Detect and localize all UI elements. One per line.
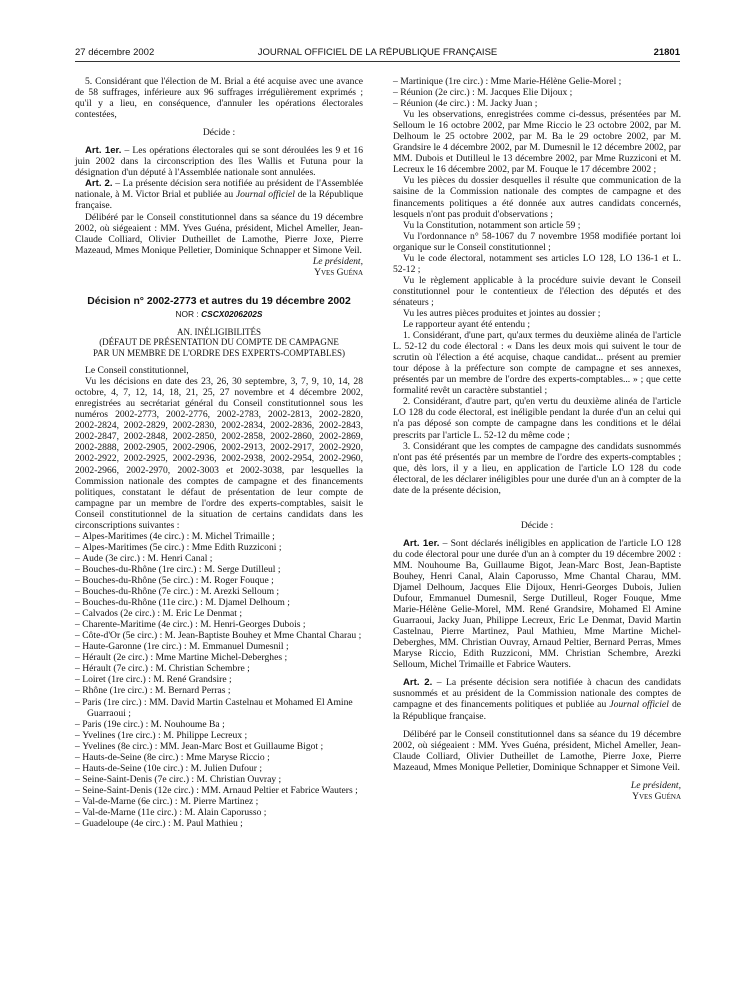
signature-role-text-2: Le président,	[630, 779, 681, 791]
list-item: – Bouches-du-Rhône (7e circ.) : M. Arezki Selloum ;	[75, 586, 363, 597]
list-item: – Alpes-Maritimes (4e circ.) : M. Michel Trimaille ;	[75, 531, 363, 542]
heading-line-1: AN. INÉLIGIBILITÉS	[177, 326, 261, 337]
article-2-notification	[393, 677, 681, 721]
vu-reglement: Vu le règlement applicable à la procédure suivie devant le Conseil constitutionnel pour le contentieux de l'élection des députés et des sénateurs ;	[393, 274, 681, 308]
article-2-text-end-2: de la République française.	[393, 699, 681, 722]
article-2-text-2: – La présente décision sera notifiée à chacun des candidats susnommés et au président de la Commission nationale des comptes de campagne et des financements politiques et publiée au	[393, 677, 681, 711]
signature-name-2: Yves Guéna	[632, 790, 681, 802]
considerant-5: 5. Considérant que l'élection de M. Brial a été acquise avec une avance de 58 suffrages, inférieure aux 96 suffrages irrégulièrement exprimés ; qu'il y a lieu, en conséquence, d'annuler les opérations électorales contestées,	[75, 76, 363, 121]
article-2-label: Art. 2.	[85, 178, 113, 190]
vu-code-electoral: Vu le code électoral, notamment ses articles LO 128, LO 136-1 et L. 52-12 ;	[393, 252, 681, 275]
header-date: 27 décembre 2002	[75, 47, 155, 58]
list-item: – Guadeloupe (4e circ.) : M. Paul Mathieu ;	[75, 818, 363, 829]
list-item: – Bouches-du-Rhône (5e circ.) : M. Roger Fouque ;	[75, 575, 363, 586]
article-1-ineligibilites	[393, 538, 681, 671]
list-item: – Paris (1re circ.) : MM. David Martin Castelnau et Mohamed El Amine Guarraoui ;	[75, 697, 363, 719]
circonscriptions-list	[75, 531, 363, 829]
vu-constitution: Vu la Constitution, notamment son article 59 ;	[403, 219, 581, 231]
list-item: – Paris (19e circ.) : M. Nouhoume Ba ;	[75, 719, 363, 730]
list-item: – Réunion (2e circ.) : M. Jacques Elie Dijoux ;	[393, 87, 681, 98]
conseil-intro: Le Conseil constitutionnel,	[85, 365, 189, 377]
considerant-2: 2. Considérant, d'autre part, qu'en vertu du deuxième alinéa de l'article LO 128 du code électoral, est inéligible pendant la durée d'un an celui qui n'a pas déposé son compte de campagne dans les conditions et le délai prescrits par l'article L. 52-12 du même code ;	[393, 396, 681, 441]
list-item: – Hérault (7e circ.) : M. Christian Schembre ;	[75, 663, 363, 674]
list-item: – Seine-Saint-Denis (7e circ.) : M. Christian Ouvray ;	[75, 774, 363, 785]
list-item: – Bouches-du-Rhône (11e circ.) : M. Djamel Delhoum ;	[75, 597, 363, 608]
signature-role	[75, 256, 363, 267]
list-item: – Val-de-Marne (11e circ.) : M. Alain Caporusso ;	[75, 807, 363, 818]
signature-name: Yves Guéna	[314, 266, 363, 278]
list-item: – Yvelines (1re circ.) : M. Philippe Lecreux ;	[75, 730, 363, 741]
nor-reference	[75, 309, 363, 320]
list-item: – Hauts-de-Seine (8e circ.) : Mme Maryse Riccio ;	[75, 752, 363, 763]
article-2-text-end: de la République française.	[75, 189, 364, 212]
article-1-label-2: Art. 1er.	[403, 537, 440, 549]
article-1-label: Art. 1er.	[85, 145, 122, 157]
list-item: – Côte-d'Or (5e circ.) : M. Jean-Baptiste Bouhey et Mme Chantal Charau ;	[75, 630, 363, 641]
considerant-1: 1. Considérant, d'une part, qu'aux termes du deuxième alinéa de l'article L. 52-12 du code électoral : « Dans les deux mois qui suivent le tour de scrutin où l'élection a été acquise, chaque candidat... présent au premier tour dépose à la préfecture son compte de campagne et ses annexes, présentés par un membre de l'ordre des experts-comptables... » ; que cette formalité revêt un caractère substantiel ;	[393, 330, 681, 397]
list-item: – Rhône (1re circ.) : M. Bernard Perras ;	[75, 685, 363, 696]
list-item: – Yvelines (8e circ.) : MM. Jean-Marc Bost et Guillaume Bigot ;	[75, 741, 363, 752]
list-item: – Loiret (1re circ.) : M. René Grandsire ;	[75, 674, 363, 685]
article-2	[75, 178, 363, 211]
running-header	[75, 47, 680, 62]
heading-line-2: (DÉFAUT DE PRÉSENTATION DU COMPTE DE CAMPAGNE	[99, 337, 339, 348]
decide-label-2: Décide :	[520, 519, 554, 531]
journal-officiel-ref-2: Journal officiel	[609, 699, 669, 711]
list-item: – Martinique (1re circ.) : Mme Marie-Hélène Gelie-Morel ;	[393, 76, 681, 87]
list-item: – Hauts-de-Seine (10e circ.) : M. Julien Dufour ;	[75, 763, 363, 774]
journal-officiel-ref: Journal officiel	[235, 189, 295, 201]
considerant-3: 3. Considérant que les comptes de campagne des candidats susnommés n'ont pas été présentés par un membre de l'ordre des experts-comptables ; que, dès lors, il y a lieu, en application de l'article LO 128 du code électoral, de les déclarer inéligibles pour une durée d'un an à compter de la date de la présente décision,	[393, 440, 681, 496]
list-item: – Calvados (2e circ.) : M. Eric Le Denmat ;	[75, 608, 363, 619]
decide-label: Décide :	[202, 127, 236, 139]
decision-title: Décision n° 2002-2773 et autres du 19 décembre 2002	[87, 295, 351, 307]
article-1	[75, 145, 363, 178]
right-column	[393, 76, 681, 802]
circonscriptions-list-continued	[393, 76, 681, 109]
nor-value: CSCX0206202S	[201, 308, 263, 319]
header-journal-title: JOURNAL OFFICIEL DE LA RÉPUBLIQUE FRANÇAISE	[257, 47, 498, 58]
article-1-text-2: – Sont déclarés inéligibles en application de l'article LO 128 du code électoral pour une durée d'un an à compter du 19 décembre 2002 : MM. Nouhoume Ba, Guillaume Bigot, Jean-Marc Bost, Jean-Baptiste Bouhey, Henri Canal, Alain Caporusso, Mme Chantal Charau, MM. Djamel Delhoum, Jacques Elie Dijoux, Henri-Georges Dubois, Julien Dufour, Emmanuel Dumesnil, Serge Dutilleul, Roger Fouque, Mme Marie-Hélène Gelie-Morel, MM. René Grandsire, Mohamed El Amine Guarraoui, Jacky Juan, Philippe Lecreux, Eric Le Denmat, David Martin Castelnau, Pierre Martinez, Paul Mathieu, Mme Martine Michel-Deberghes, MM. Christian Ouvray, Arnaud Peltier, Bernard Perras, Mmes Maryse Riccio, Edith Ruzziconi, MM. Christian Schembre, Arezki Selloum, Michel Trimaille et Fabrice Wauters.	[393, 537, 681, 671]
deliberation-2: Délibéré par le Conseil constitutionnel dans sa séance du 19 décembre 2002, où siégeaient : MM. Yves Guéna, président, Michel Ameller, Jean-Claude Colliard, Olivier Dutheillet de Lamothe, Pierre Joxe, Pierre Mazeaud, Mmes Monique Pelletier, Dominique Schnapper et Simone Veil.	[393, 728, 681, 773]
vu-autres-pieces: Vu les autres pièces produites et jointes au dossier ;	[403, 307, 601, 319]
list-item: – Réunion (4e circ.) : M. Jacky Juan ;	[393, 98, 681, 109]
signature-role-text: Le président,	[312, 255, 363, 267]
deliberation: Délibéré par le Conseil constitutionnel dans sa séance du 19 décembre 2002, où siégeaient : MM. Yves Guéna, président, Michel Ameller, Jean-Claude Colliard, Olivier Dutheillet de Lamothe, Pierre Joxe, Pierre Mazeaud, Mmes Monique Pelletier, Dominique Schnapper et Simone Veil.	[75, 211, 363, 256]
article-2-label-2: Art. 2.	[403, 677, 433, 689]
rapporteur: Le rapporteur ayant été entendu ;	[403, 319, 531, 331]
list-item: – Charente-Maritime (4e circ.) : M. Henri-Georges Dubois ;	[75, 619, 363, 630]
list-item: – Alpes-Maritimes (5e circ.) : Mme Edith Ruzziconi ;	[75, 542, 363, 553]
list-item: – Bouches-du-Rhône (1re circ.) : M. Serge Dutilleul ;	[75, 564, 363, 575]
list-item: – Aude (3e circ.) : M. Henri Canal ;	[75, 553, 363, 564]
article-1-text: – Les opérations électorales qui se sont déroulées les 9 et 16 juin 2002 dans la circonscription des îles Wallis et Futuna pour la désignation d'un député à l'Assemblée nationale sont annulées.	[75, 145, 363, 179]
header-page-number: 21801	[653, 47, 680, 58]
list-item: – Hérault (2e circ.) : Mme Martine Michel-Deberghes ;	[75, 652, 363, 663]
list-item: – Seine-Saint-Denis (12e circ.) : MM. Arnaud Peltier et Fabrice Wauters ;	[75, 785, 363, 796]
list-item: – Haute-Garonne (1re circ.) : M. Emmanuel Dumesnil ;	[75, 641, 363, 652]
list-item: – Val-de-Marne (6e circ.) : M. Pierre Martinez ;	[75, 796, 363, 807]
vu-observations: Vu les observations, enregistrées comme ci-dessus, présentées par M. Selloum le 16 octobre 2002, par Mme Riccio le 23 octobre 2002, par M. Delhoum le 25 octobre 2002, par M. Ba le 29 octobre 2002, par M. Grandsire le 4 décembre 2002, par M. Dumesnil le 12 décembre 2002, par MM. Dubois et Dutilleul le 13 décembre 2002, par Mme Ruzziconi et M. Lecreux le 16 décembre 2002, par M. Fouque le 17 décembre 2002 ;	[393, 109, 681, 176]
vu-pieces: Vu les pièces du dossier desquelles il résulte que communication de la saisine de la Commission nationale des comptes de campagne et des financements politiques a été donnée aux autres candidats concernés, lesquels n'ont pas produit d'observations ;	[393, 175, 681, 220]
vu-decisions: Vu les décisions en date des 23, 26, 30 septembre, 3, 7, 9, 10, 14, 28 octobre, 4, 7, 12, 14, 18, 21, 25, 27 novembre et 4 décembre 2002, enregistrées au secrétariat général du Conseil constitutionnel sous les numéros 2002-2773, 2002-2776, 2002-2783, 2002-2813, 2002-2820, 2002-2824, 2002-2829, 2002-2830, 2002-2834, 2002-2836, 2002-2843, 2002-2847, 2002-2848, 2002-2850, 2002-2858, 2002-2860, 2002-2869, 2002-2888, 2002-2905, 2002-2906, 2002-2913, 2002-2917, 2002-2920, 2002-2922, 2002-2925, 2002-2936, 2002-2938, 2002-2954, 2002-2960, 2002-2966, 2002-2970, 2002-3003 et 2002-3038, par lesquelles la Commission nationale des comptes de campagne et des financements politiques, constatant le défaut de présentation de leur compte de campagne par un membre de l'ordre des experts-comptables, saisit le Conseil constitutionnel de la situation de certains candidats dans les circonscriptions suivantes :	[75, 376, 363, 531]
heading-line-3: PAR UN MEMBRE DE L'ORDRE DES EXPERTS-COMPTABLES)	[92, 347, 346, 358]
left-column	[75, 76, 363, 829]
signature-role-2	[393, 780, 681, 791]
vu-ordonnance: Vu l'ordonnance n° 58-1067 du 7 novembre 1958 modifiée portant loi organique sur le Conseil constitutionnel ;	[393, 230, 681, 253]
article-2-text: – La présente décision sera notifiée au président de l'Assemblée nationale, à M. Victor Brial et publiée au	[75, 178, 363, 201]
nor-label: NOR :	[175, 308, 202, 319]
